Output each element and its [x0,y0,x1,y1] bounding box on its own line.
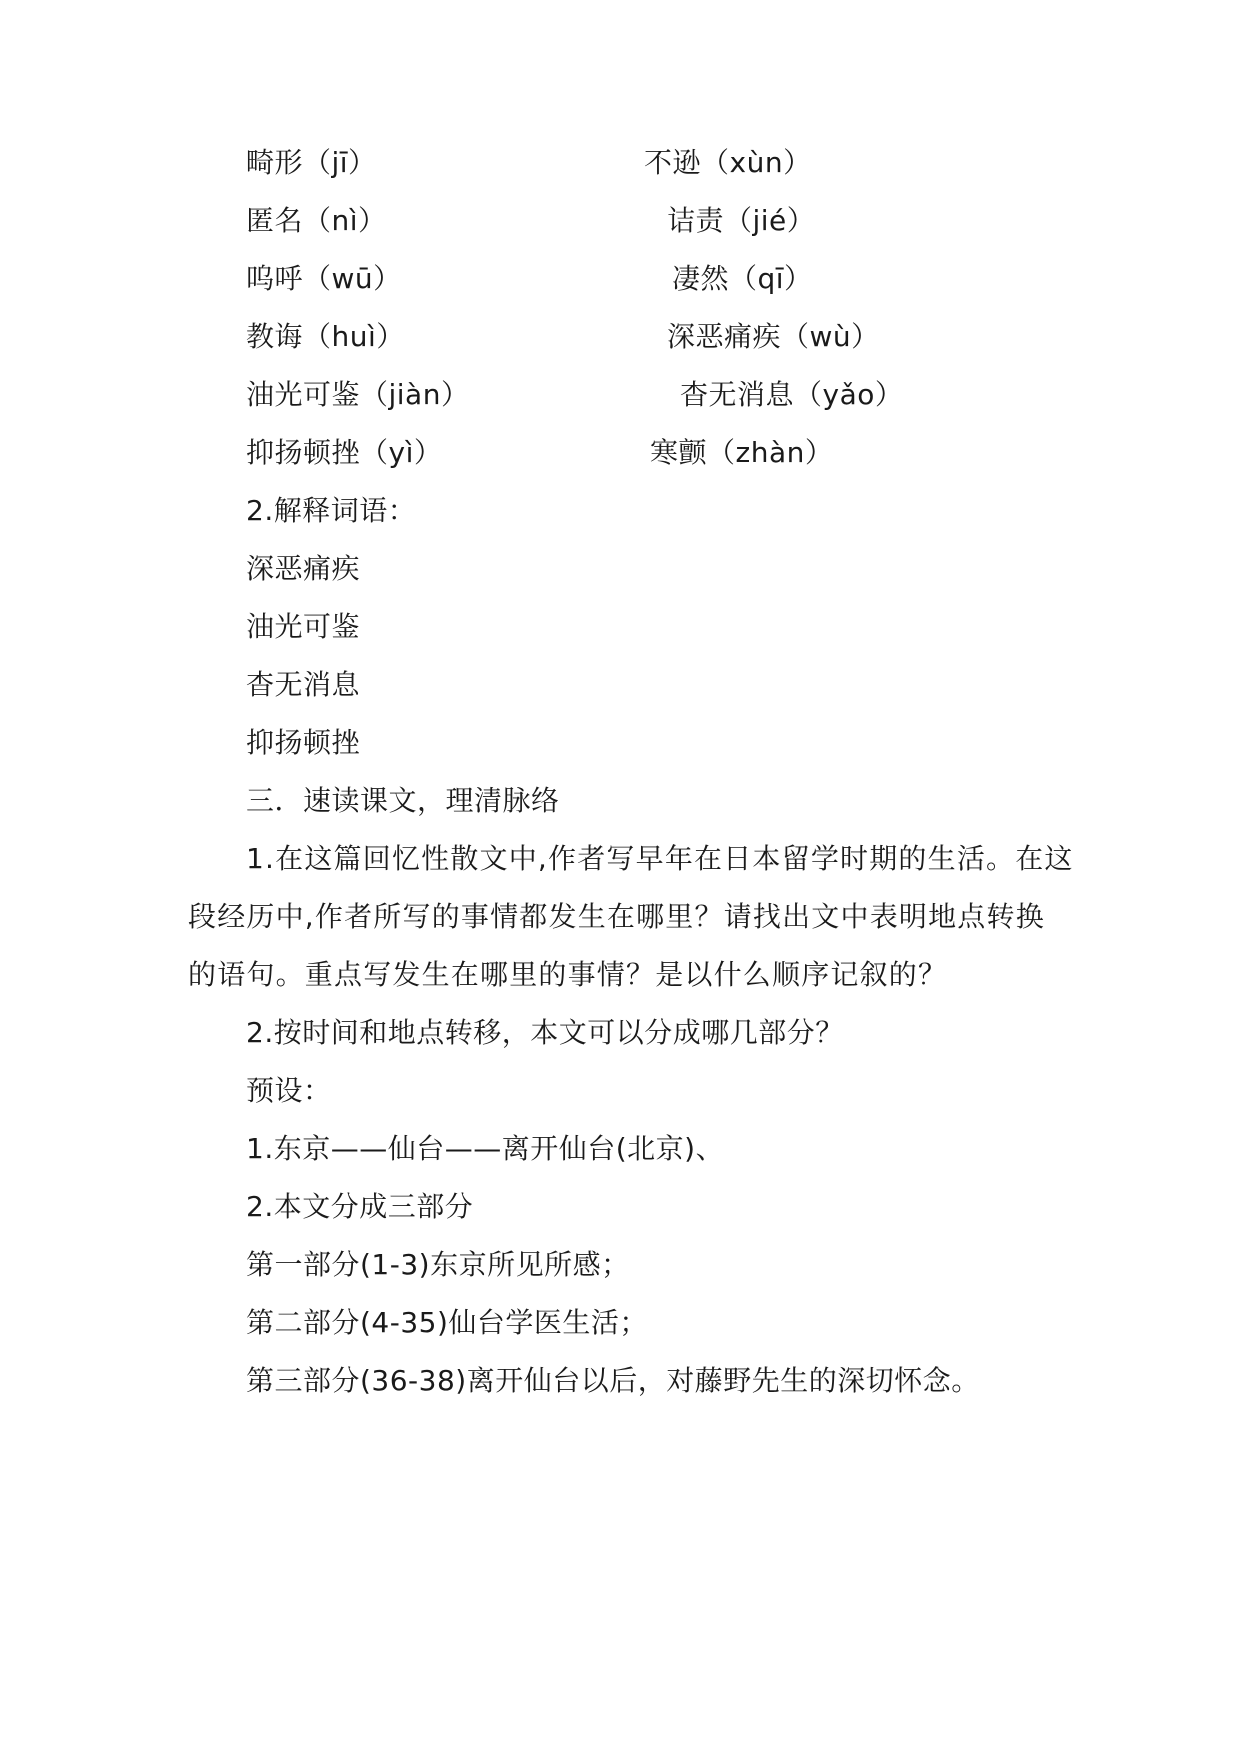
term-2: 油光可鉴 [246,610,361,643]
pinyin-left-2: 匿名（nì） [246,204,387,237]
pinyin-right-1: 不逊（xùn） [644,146,812,179]
section2-heading: 2.解释词语： [246,494,417,527]
term-1: 深恶痛疾 [246,552,361,585]
pinyin-left-6: 抑扬顿挫（yì） [246,436,443,469]
question2: 2.按时间和地点转移，本文可以分成哪几部分？ [246,1016,844,1049]
term-4: 抑扬顿挫 [246,726,361,759]
preset-label: 预设： [246,1074,332,1107]
question1-line-2: 段经历中,作者所写的事情都发生在哪里？请找出文中表明地点转换 [188,900,1045,933]
part-2: 第二部分(4-35)仙台学医生活； [246,1306,648,1339]
answer-2: 2.本文分成三部分 [246,1190,474,1223]
pinyin-right-6: 寒颤（zhàn） [650,436,834,469]
pinyin-left-4: 教诲（huì） [246,320,405,353]
question1-line-1: 1.在这篇回忆性散文中,作者写早年在日本留学时期的生活。在这 [246,842,1074,875]
pinyin-right-4: 深恶痛疾（wù） [667,320,880,353]
pinyin-right-2: 诘责（jié） [667,204,816,237]
answer-1: 1.东京——仙台——离开仙台(北京)、 [246,1132,725,1165]
pinyin-right-5: 杳无消息（yǎo） [680,378,904,411]
term-3: 杳无消息 [246,668,361,701]
section3-heading: 三．速读课文，理清脉络 [246,784,560,817]
part-1: 第一部分(1-3)东京所见所感； [246,1248,630,1281]
pinyin-right-3: 凄然（qī） [672,262,813,295]
part-3: 第三部分(36-38)离开仙台以后，对藤野先生的深切怀念。 [246,1364,980,1397]
question1-line-3: 的语句。重点写发生在哪里的事情？是以什么顺序记叙的？ [188,958,948,991]
pinyin-left-1: 畸形（jī） [246,146,377,179]
pinyin-left-5: 油光可鉴（jiàn） [246,378,470,411]
pinyin-left-3: 呜呼（wū） [246,262,402,295]
